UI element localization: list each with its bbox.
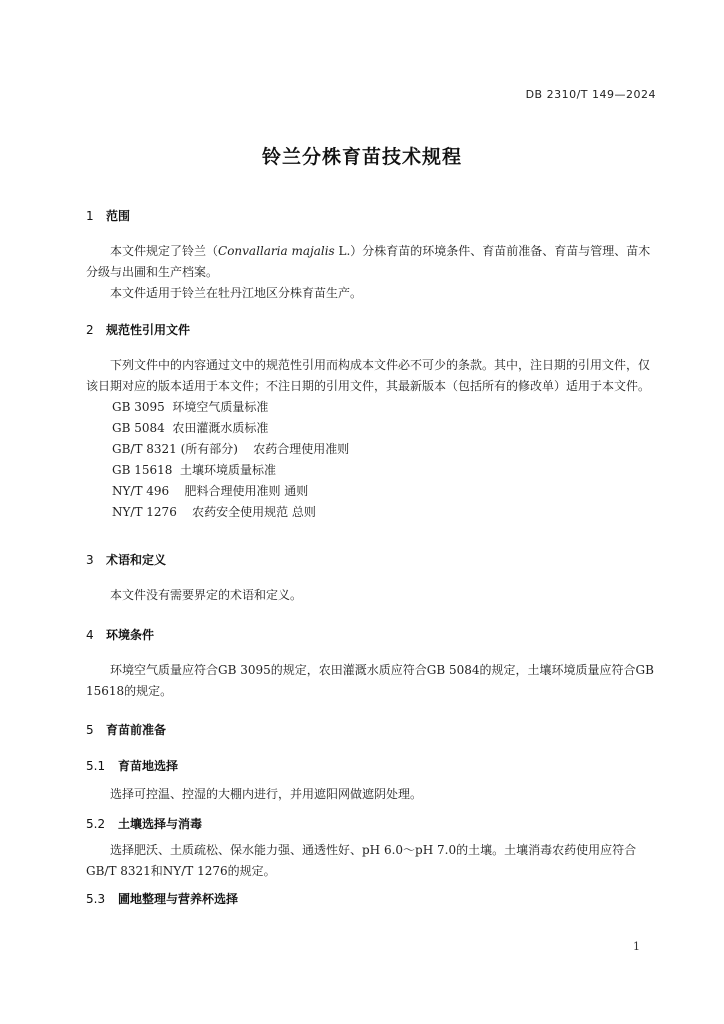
document-title: 铃兰分株育苗技术规程 — [261, 146, 462, 168]
reference-name: 环境空气质量标准 — [172, 400, 269, 414]
subsection-title: 育苗地选择 — [118, 759, 179, 773]
section-title: 育苗前准备 — [106, 723, 167, 737]
paragraph: 环境空气质量应符合GB 3095的规定，农田灌溉水质应符合GB 5084的规定，土壤环境质量应符合GB 15618的规定。 — [86, 663, 654, 698]
reference-code: GB 3095 — [112, 400, 165, 414]
reference-list — [86, 397, 658, 523]
section-number: 1 — [86, 209, 94, 223]
reference-item — [86, 418, 658, 439]
section-title: 范围 — [106, 209, 131, 223]
section-5-heading — [86, 721, 166, 738]
reference-code: NY/T 1276 — [112, 505, 177, 519]
subsection-title: 圃地整理与营养杯选择 — [118, 892, 239, 906]
paragraph: 选择肥沃、土质疏松、保水能力强、通透性好、pH 6.0～pH 7.0的土壤。土壤消毒农药使用应符合GB/T 8321和NY/T 1276的规定。 — [86, 843, 637, 878]
reference-item — [86, 460, 658, 481]
subsection-5-1-heading — [86, 757, 178, 774]
reference-item — [86, 439, 658, 460]
reference-code: GB 5084 — [112, 421, 165, 435]
reference-code: GB/T 8321 (所有部分) — [112, 442, 238, 456]
subsection-number: 5.3 — [86, 892, 106, 906]
section-number: 3 — [86, 553, 94, 567]
paragraph: 本文件没有需要界定的术语和定义。 — [110, 588, 303, 602]
section-3-heading — [86, 551, 166, 568]
subsection-5-1-body — [86, 784, 658, 805]
subsection-5-3-heading — [86, 890, 238, 907]
reference-name: 农田灌溉水质标准 — [172, 421, 269, 435]
section-title: 术语和定义 — [106, 553, 167, 567]
section-number: 2 — [86, 323, 94, 337]
paragraph — [86, 241, 658, 283]
section-1-body — [86, 241, 658, 304]
section-title: 环境条件 — [106, 628, 155, 642]
paragraph: 下列文件中的内容通过文中的规范性引用而构成本文件必不可少的条款。其中，注日期的引用文件，仅该日期对应的版本适用于本文件；不注日期的引用文件，其最新版本（包括所有的修改单）适用于本文件。 — [86, 358, 651, 393]
section-title: 规范性引用文件 — [106, 323, 191, 337]
text: L.）分株育苗的环境条件、育苗前准备、育苗与管理、苗木分级与出圃和生产档案。 — [86, 244, 651, 279]
page-number: 1 — [633, 940, 640, 953]
reference-name: 农药安全使用规范 总则 — [192, 505, 316, 519]
section-2-heading — [86, 321, 190, 338]
paragraph: 本文件适用于铃兰在牡丹江地区分株育苗生产。 — [110, 286, 363, 300]
subsection-title: 土壤选择与消毒 — [118, 817, 203, 831]
document-code: DB 2310/T 149—2024 — [525, 88, 656, 101]
section-4-body — [86, 660, 658, 702]
reference-item — [86, 397, 658, 418]
subsection-number: 5.2 — [86, 817, 106, 831]
reference-name: 农药合理使用准则 — [253, 442, 350, 456]
subsection-5-2-heading — [86, 815, 202, 832]
latin-name: Convallaria majalis — [218, 244, 335, 258]
reference-code: GB 15618 — [112, 463, 173, 477]
paragraph: 选择可控温、控湿的大棚内进行，并用遮阳网做遮阴处理。 — [110, 787, 423, 801]
section-number: 4 — [86, 628, 94, 642]
section-2-body — [86, 355, 658, 523]
reference-name: 土壤环境质量标准 — [180, 463, 277, 477]
section-4-heading — [86, 626, 154, 643]
reference-item — [86, 502, 658, 523]
subsection-number: 5.1 — [86, 759, 106, 773]
section-number: 5 — [86, 723, 94, 737]
subsection-5-2-body — [86, 840, 658, 882]
section-3-body — [86, 585, 658, 606]
section-1-heading — [86, 207, 130, 224]
text: 本文件规定了铃兰（ — [110, 244, 219, 258]
reference-code: NY/T 496 — [112, 484, 170, 498]
reference-item — [86, 481, 658, 502]
reference-name: 肥料合理使用准则 通则 — [184, 484, 309, 498]
